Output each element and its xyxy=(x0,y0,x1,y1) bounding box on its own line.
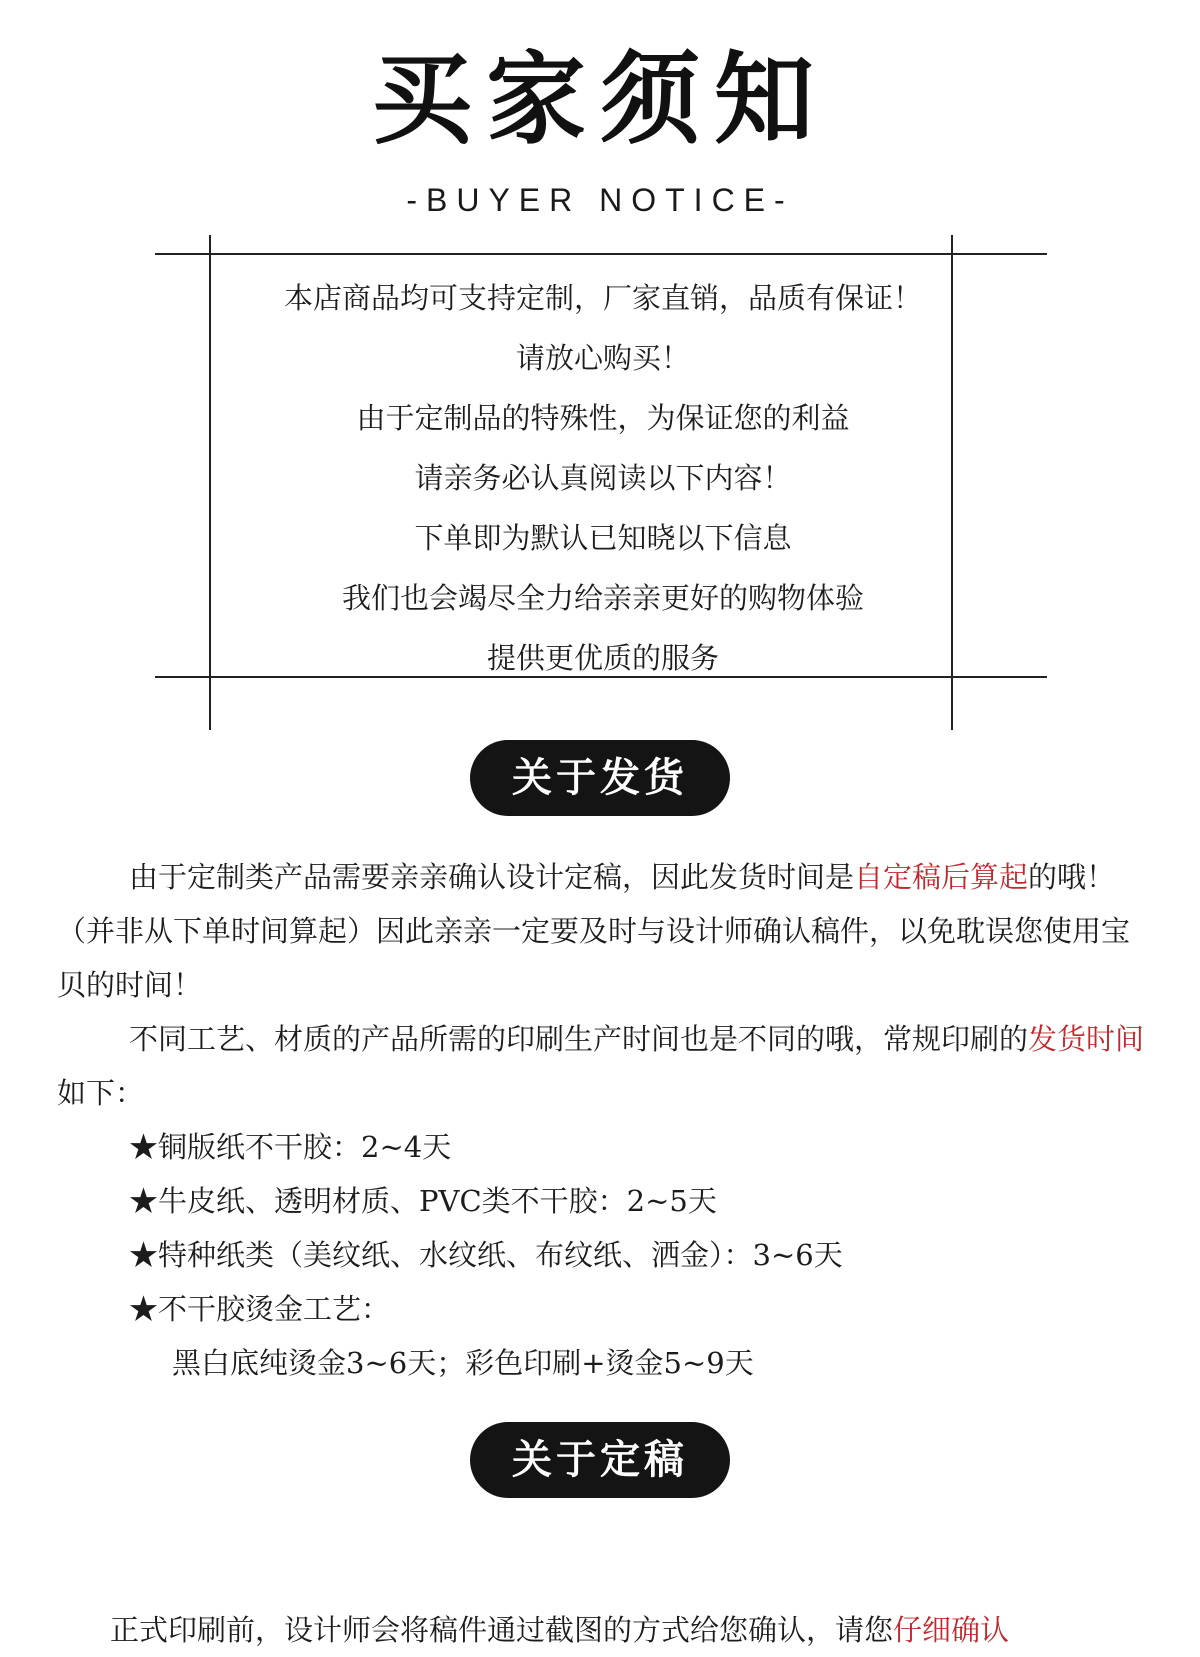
draft-section-heading: 关于定稿 xyxy=(470,1422,730,1498)
shipping-time-subitem: 黑白底纯烫金3~6天；彩色印刷+烫金5~9天 xyxy=(172,1346,754,1380)
highlight-text: 自定稿后算起 xyxy=(854,860,1029,894)
notice-line: 请放心购买！ xyxy=(515,341,690,375)
shipping-section-heading: 关于发货 xyxy=(470,740,730,816)
notice-line: 下单即为默认已知晓以下信息 xyxy=(414,521,792,555)
frame-left-line xyxy=(209,235,211,730)
shipping-section-body xyxy=(57,850,1157,1390)
shipping-paragraph-1 xyxy=(57,850,1157,1012)
draft-text: 正式印刷前，设计师会将稿件通过截图的方式给您确认，请您 xyxy=(110,1613,894,1647)
shipping-paragraph-2 xyxy=(57,1012,1157,1120)
shipping-text: 不同工艺、材质的产品所需的印刷生产时间也是不同的哦，常规印刷的 xyxy=(129,1022,1029,1056)
page-subtitle: -BUYER NOTICE- xyxy=(406,182,794,218)
page-title: 买家须知 xyxy=(372,41,828,158)
notice-line: 由于定制品的特殊性，为保证您的利益 xyxy=(356,401,850,435)
frame-top-line xyxy=(155,253,1047,255)
shipping-text: 的哦！（并非从下单时间算起）因此亲亲一定要及时与设计师确认稿件，以免耽误您使用宝贝的时间！ xyxy=(57,860,1131,1002)
draft-partial-line xyxy=(110,1603,1009,1657)
notice-line: 提供更优质的服务 xyxy=(486,641,719,675)
notice-box xyxy=(218,268,988,688)
notice-line: 我们也会竭尽全力给亲亲更好的购物体验 xyxy=(341,581,864,615)
shipping-time-item: ★铜版纸不干胶：2~4天 xyxy=(129,1130,452,1164)
shipping-time-item: ★不干胶烫金工艺： xyxy=(129,1292,391,1326)
shipping-time-item: ★特种纸类（美纹纸、水纹纸、布纹纸、洒金）：3~6天 xyxy=(129,1238,843,1272)
notice-line: 本店商品均可支持定制，厂家直销，品质有保证！ xyxy=(283,281,922,315)
notice-line: 请亲务必认真阅读以下内容！ xyxy=(414,461,792,495)
shipping-time-item: ★牛皮纸、透明材质、PVC类不干胶：2~5天 xyxy=(129,1184,717,1218)
shipping-text: 由于定制类产品需要亲亲确认设计定稿，因此发货时间是 xyxy=(129,860,855,894)
highlight-text: 发货时间 xyxy=(1028,1022,1145,1056)
shipping-text: 如下： xyxy=(57,1076,145,1110)
highlight-text: 仔细确认 xyxy=(893,1613,1010,1647)
